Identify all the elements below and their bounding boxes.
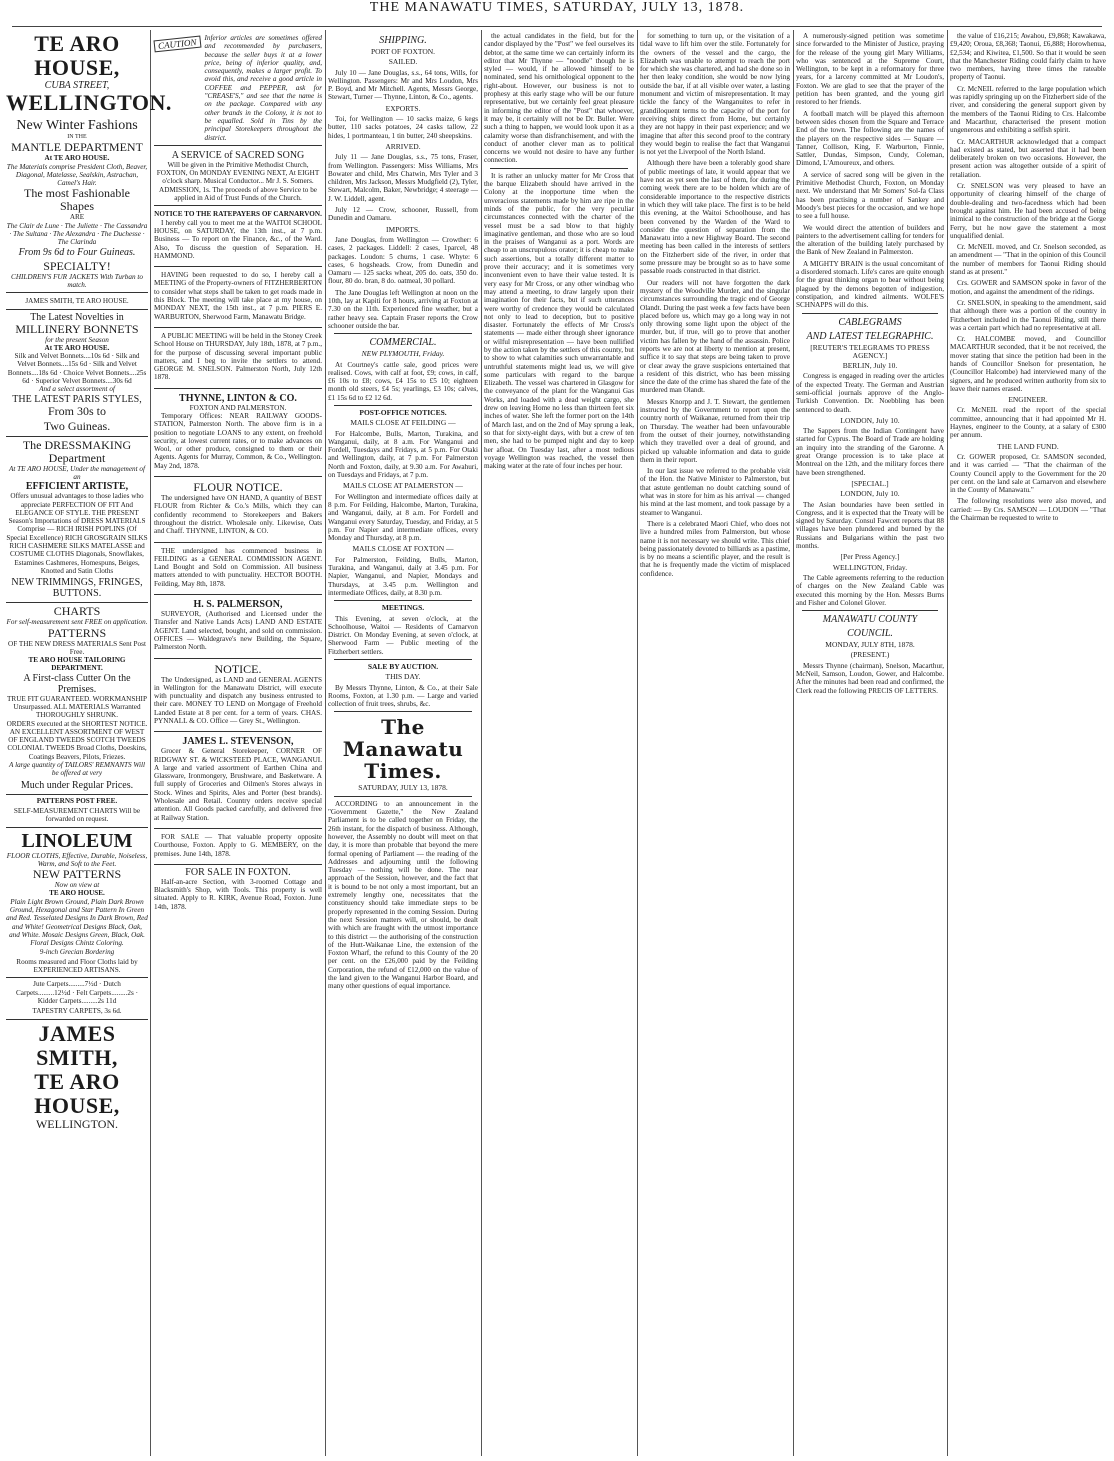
news-paragraph: In our last issue we referred to the probable visit of the Hon. the Native Minister to Palmerston, but that astute gentleman no doubt catching sound of what was in store for him as his arrival — changed his mind at the last moment, and took passage by a steamer to Wanganui. [640, 467, 790, 517]
commission-agent: THE undersigned has commenced business in FEILDING as a GENERAL COMMISSION AGENT. Land Bought and Sold on Commission. All business matters attended to with punctuality. HECTOR BOOTH. Feilding, May 8th, 1878. [154, 546, 322, 588]
materials: The Materials comprise President Cloth, Beaver, Diagonal, Matelasse, Sealskin, Astrachan, Camel's Hair. [6, 162, 148, 188]
orders: ORDERS executed at the SHORTEST NOTICE. [6, 719, 148, 728]
footer-wellington: WELLINGTON. [35, 1116, 119, 1131]
arrived-heading: ARRIVED. [385, 141, 421, 151]
port-heading: PORT OF FOXTON. [370, 47, 436, 56]
caution-text: Inferior articles are sometimes offered and recommended by purchasers, because the seller buys it at a lower price, being of inferior quality, and, consequently, makes a larger profit. To avoid this, and receive a good article in COFFEE and PEPPER, ask for "CREASE'S," and see that the name is on the package. Compared with any other brands in the Colony, it is not to be equalled. Sold in Tins by the principal Storekeepers throughout the district. [204, 34, 322, 142]
children-jackets: CHILDREN'S FUR JACKETS With Turban to match. [11, 272, 143, 289]
section-rule [334, 796, 472, 797]
editorial-paragraph: the actual candidates in the field, but for the candor displayed by the "Post" we feel ourselves its debtor, at the same time we can certainly inform its editor that Mr Thynne — "noodle" though he is styled — would, if he allowed himself to be nominated, send his ornithological opponent to the right-about. However, our business is not to prophesy at this early stage who will be our future representative, but we certainly feel great pleasure in informing the editor of the "Post" that whoever, it may be, it certainly will not be Dr. Buller. Were such a thing to happen, we would look upon it as a calamity worse than disfranchisement, and with the conduct of another clever man as to political concerns we would not desire to have any further connection. [484, 32, 634, 165]
council-paragraph: Cr. GOWER proposed, Cr. SAMSON seconded, and it was carried — "That the chairman of the County Council apply to the Government for the 20 per cent. on the land sale at Carnarvon and elsewhere in the County of Manawatu." [950, 452, 1106, 495]
two-guineas: Two Guineas. [6, 418, 148, 437]
tapestry-carpets: TAPESTRY CARPETS, 3s 6d. [6, 1005, 148, 1019]
on-view: Now on view at [54, 881, 100, 890]
ratepayers-title: NOTICE TO THE RATEPAYERS OF CARNARVON. [154, 210, 322, 219]
news-paragraph: A MIGHTY BRAIN is the usual concomitant of a disordered stomach. Life's cares are quite enough for the great thinking organ to bear without being plagued by the demons begotten of indigestion, constipation, and kindred ailments. WOLFE'S SCHNAPPS will do this. [796, 259, 944, 310]
post-foxton: MAILS CLOSE AT FOXTON — [352, 544, 454, 554]
self-measurement: SELF-MEASUREMENT CHARTS Will be forwarded on request. [6, 805, 148, 828]
lino-designs: Plain Light Brown Ground, Plain Dark Brown Ground, Hexagonal and Star Pattern In Green and Red. Tesselated Designs In Dark Brown, Red and White! Geometrical Designs Black, Oak, and White. Mosaic Designs Green, Black, Oak. Floral Designs Chintz Coloring. [6, 897, 148, 948]
sailed-body: July 10 — Jane Douglas, s.s., 64 tons, Wills, for Wellington. Passengers: Mr and Mrs Loudon, Mrs P. Boyd, and Mr Mitchell. Agents, Messrs George, Stewart, Turner — Thynne, Linton, & Co., agents. [328, 68, 478, 102]
news-paragraph: A service of sacred song will be given in the Primitive Methodist Church, Foxton, on Monday next. We understand that Mr Somers' Sol-fa Class has been practising a number of Sankey and Moody's best pieces for the occasion, and we hope to see a full house. [796, 170, 944, 221]
meetings-body: This Evening, at seven o'clock, at the Schoolhouse, Waitoi — Residents of Carnarvon District. On Monday Evening, at seven o'clock, at Sherwood Farm — Public meeting of the Fitzherbert settlers. [328, 614, 478, 656]
auction-heading: SALE BY AUCTION. [367, 662, 439, 671]
news-paragraph: for something to turn up, or the visitation of a tidal wave to lift him over the stile. Fortunately for the owners of the vessel and the cargo, the Elizabeth was unable to attempt to reach the port for which she was chartered, and had she done so in her then leaky condition, she would be now lying outside the bar, if at all visible over water, a lasting monument and victim of misrepresentation. It may tickle the fancy of the Wanganuites to refer in grandiloquent terms to the capacity of the port for receiving ships direct from Home, but certainly they are not happy in their past experience; and we imagine that after this second proof to the contrary they would begin to realise the fact that Wanganui is not yet the Liverpool of the North Island. [640, 32, 790, 157]
wellington-dateline: WELLINGTON, Friday. [832, 562, 908, 572]
for-sale-foxton-title: FOR SALE IN FOXTON. [185, 866, 291, 878]
for-sale-foxton-body: Half-an-acre Section, with 3-roomed Cottage and Blacksmith's Shop, with Tools. This property is well situated. Apply to R. KIRK, Avenue Road, Foxton. June 14th, 1878. [154, 877, 322, 911]
column-divider [947, 30, 948, 1456]
column-divider [150, 30, 151, 1456]
section-rule [334, 659, 472, 660]
council-paragraph: Cr. McNEIL moved, and Cr. Snelson seconded, as an amendment — "That in the opinion of this Council the number of members for Taonui Riding should stand as at present." [950, 243, 1106, 277]
section-rule [334, 333, 472, 334]
auction-body: By Messrs Thynne, Linton, & Co., at their Sale Rooms, Foxton, at 1.30 p.m. — Large and varied collection of fruit trees, shrubs, &c. [328, 683, 478, 709]
council-paragraph: Cr. SNELSON, in speaking to the amendment, said that although there was a portion of the country in Fitzherbert included in the Taonui Riding, still there was a certain part which had no representative at all. [950, 298, 1106, 332]
exports-heading: EXPORTS. [385, 103, 421, 113]
grecian-bordering: 9-inch Grecian Bordering [39, 947, 115, 956]
council-paragraph: the value of £16,215; Awahou, £9,868; Kawakawa, £9,420; Oroua, £8,368; Taonui, £6,888; Horowhenua, £2,534; and Kiwitea, £1,500. So that it would be seen that the Manchester Riding could fairly claim to have two members, having three times the rateable property of Taonui. [950, 32, 1106, 82]
te-aro-city: WELLINGTON. [6, 90, 172, 115]
notice-body: The Undersigned, as LAND and GENERAL AGENTS in Wellington for the Manawatu District, will execute with punctuality and dispatch any business entrusted to their care. MONEY TO LEND on Mortgage of Freehold Landed Estate at 8 per cent. for a term of years. CHAS. PYNNALL & CO. Office — Grey St., Wellington. [154, 675, 322, 725]
news-paragraph: A numerously-signed petition was sometime since forwarded to the Minister of Justice, praying for the release of the young girl Mary Williams, who was sentenced at the Supreme Court, Wellington, to be kept in a reformatory for three years, for a larceny committed at Mr Loudon's, Foxton. We are glad to see that the prayer of the petition has been granted, and the young girl restored to her friends. [796, 32, 944, 107]
london-dateline: LONDON, July 10. [840, 415, 900, 425]
column-3-shipping-editorial [328, 32, 478, 1454]
tweeds-assortment: AN EXCELLENT ASSORTMENT OF WEST OF ENGLAND TWEEDS SCOTCH TWEEDS COLONIAL TWEEDS Broad Cloths, Doeskins, Coatings Beavers, Pilots, Friezes. [7, 727, 147, 761]
from-price: From 30s to [47, 403, 106, 418]
public-meeting: A PUBLIC MEETING will be held in the Stoney Creek School House on THURSDAY, July 18th, 1878, at 7 p.m., for the purpose of discussing several important public matters, and I beg to invite the settlers to attend. GEORGE M. SNELSON. Palmerston North, July 12th 1878. [154, 331, 322, 382]
fashionable-shapes: The most Fashionable Shapes [24, 186, 130, 214]
te-aro-name: TE ARO HOUSE, [34, 31, 120, 80]
meetings-heading: MEETINGS. [381, 603, 425, 613]
tailoring-body: TRUE FIT GUARANTEED. WORKMANSHIP Unsurpassed. ALL MATERIALS Warranted THOROUGHLY SHRUNK. [7, 694, 147, 720]
london-dateline-2: LONDON, July 10. [840, 489, 900, 499]
masthead [0, 0, 1114, 26]
footer-james-smith: JAMES SMITH, [36, 1020, 118, 1070]
thynne-body: Temporary Offices: NEAR RAILWAY GOODS-STATION, Palmerston North. The above firm is in a position to negotiate LOANS to any extent, on freehold security, at lowest current rates, or to make advances on Wool, or other produce, consigned to them or their Agents. Agents for Murray, Common, & Co., Wellington. May 2nd, 1878. [154, 411, 322, 470]
linoleum-title: LINOLEUM [21, 829, 133, 852]
news-paragraph: Our readers will not have forgotten the dark mystery of the Woodville Murder, and the singular circumstances surrounding the tragic end of George Olandt. During the past week a few facts have been placed before us, which may go a long way in not only throwing some light upon the object of the murder, but, if true, will go to prove that another victim has fallen by the hand of the assassin. Police reports we are not at liberty to mention at present, suffice it to say that steps are being taken to prove or clear away the grave suspicions entertained that a resident of this district, who has been missing since the date of the crime has shared the fate of the murdered man Olandt. [640, 278, 790, 395]
linoleum-sub: FLOOR CLOTHS, Effective, Durable, Noiseless, Warm, and Soft to the Feet. [6, 851, 148, 868]
auction-sub: THIS DAY. [385, 672, 421, 682]
council-paragraph: Cr. MACARTHUR acknowledged that a compact had existed as stated, but asserted that it had been deliberately broken on two occasions. However, the present action was altogether outside of a spirit of retaliation. [950, 137, 1106, 179]
column-divider [793, 30, 794, 1456]
column-4-editorial [484, 32, 634, 1454]
cable-paragraph: The Sappers from the Indian Contingent have started for Cyprus. The Board of Trade are holding an inquiry into the stranding of the Garonne. A great Orange procession is to take place at Montreal on the 12th, and the military forces there have been strengthened. [796, 427, 944, 477]
thynne-sub: FOXTON AND PALMERSTON. [189, 403, 287, 412]
section-rule [802, 610, 938, 611]
ratepayers-body: I hereby call you to meet me at the WAITOI SCHOOL HOUSE, on SATURDAY, the 13th inst., at 7 p.m. Business — To report on the Finance, &c., of the Ward. Also, To discuss the question of Separation. H. HAMMOND. [154, 218, 322, 260]
cutter: A First-class Cutter On the Premises. [23, 672, 131, 695]
lino-at: TE ARO HOUSE. [49, 889, 105, 898]
council-paragraph: The following resolutions were also moved, and carried: — By Crs. SAMSON — LOUDON — "That the Chairman be requested to write to [950, 497, 1106, 523]
patterns-title: PATTERNS [47, 625, 107, 640]
column-7-council [950, 32, 1106, 1454]
new-patterns: NEW PATTERNS [32, 867, 122, 882]
reuters-sub: [REUTER'S TELEGRAMS TO PRESS AGENCY.] [810, 342, 930, 360]
section-rule [802, 313, 938, 314]
tailoring: TE ARO HOUSE TAILORING DEPARTMENT. [28, 656, 126, 673]
land-fund-heading: THE LAND FUND. [997, 441, 1059, 451]
palmerson-title: H. S. PALMERSON, [193, 599, 283, 611]
news-paragraph: We would direct the attention of builders and painters to the advertisement calling for tenders for the alteration of the building lately purchased by the Bank of New Zealand in Palmerston. [796, 223, 944, 257]
commercial-body: At Courtney's cattle sale, good prices were realised. Cows, with calf at foot, £9; cows, in calf, £6 10s to £8; cows, £4 15s to £5 10; eighteen month old steers, £4 5s; yearlings, £3 10s; calves, £1 15s 6d to £2 12 6d. [328, 360, 478, 402]
stevenson-title: JAMES L. STEVENSON, [182, 736, 294, 748]
news-paragraph: Although there have been a tolerably good share of public meetings of late, it would appear that we have not as yet seen the last of them, for during the coming week there are to be holden which are of considerable importance to the respective districts in which they will take place. The first is to be held this evening, at the Waitoi Schoolhouse, and has been convened by the Warden of the Ward to consider the question of separation from the Manawatu into a new Highway Board. The second meeting has been called in the interests of settlers on the Fitzherbert side of the river, in order that some pressure may be brought so as to have some passable roads constructed in that district. [640, 159, 790, 276]
section-rule [334, 711, 472, 712]
millinery-at: At TE ARO HOUSE. [44, 343, 110, 352]
millinery-bonnets: MILLINERY BONNETS [15, 321, 139, 336]
sacred-song-title: A SERVICE of SACRED SONG [171, 149, 305, 161]
footer-te-aro: TE ARO HOUSE, [34, 1068, 120, 1118]
imports-body: Jane Douglas, from Wellington — Crowther: 6 cases, 2 packages. Liddell: 2 cases, 1parcel, 48 packages. Loudon: 5 churns, 1 case. Whyte: 6 cases, 6 hogsheads. Crow, from Dunedin and Oamaru — 125 sacks wheat, 205 do. oats, 350 do. flour, 80 do. bran, 8 do. oatmeal, 30 pollard. [328, 235, 478, 286]
for-sale-courthouse: FOR SALE — That valuable property opposite Courthouse, Foxton. Apply to G. MEMBERY, on the premises. June 14th, 1878. [154, 832, 322, 858]
season: for the present Season [45, 335, 109, 344]
bonnet-prices: Silk and Velvet Bonnets....10s 6d · Silk and Velvet Bonnets....15s 6d · Silk and Velvet Bonnets....18s 6d · Choice Velvet Bonnets....25s 6d · Superior Velvet Bonnets....30s 6d [7, 352, 147, 386]
masthead-rule [12, 26, 1102, 27]
mantle-at: At TE ARO HOUSE. [44, 154, 110, 163]
paris-styles: THE LATEST PARIS STYLES, [12, 393, 142, 405]
post-office-heading: POST-OFFICE NOTICES. [359, 407, 447, 417]
specialty: SPECIALTY! [43, 258, 111, 273]
column-divider [637, 30, 638, 1456]
cable-paragraph: The Cable agreements referring to the reduction of charges on the New Zealand Cable was executed this morning by the Hon. Messrs Burns and Fisher and Colonel Glover. [796, 573, 944, 607]
mantle-department: MANTLE DEPARTMENT [11, 140, 143, 155]
county-paragraph: Messrs Thynne (chairman), Snelson, Macarthur, McNeil, Samson, Loudon, Gower, and Halcombe. After the minutes had been read and confirmed, the Clerk read the following PRECIS OF LETTERS. [796, 661, 944, 695]
column-1-te-aro-ads [6, 31, 172, 1454]
post-foxton-body: For Palmerston, Feilding, Bulls, Marton, Turakina, and Wanganui, daily at 3.45 p.m. For Napier, Wanganui, and Napier, Mondays and Thursdays, at 3.45 p.m. Wellington and intermediate Offices, daily, at 8.30 p.m. [328, 555, 478, 597]
shapes-list: The Clair de Lune · The Juliette · The Cassandra · The Sultana · The Alexandra · The Duchesse · The Clarinda [6, 221, 148, 247]
caution-label: CAUTION [153, 36, 201, 53]
column-5-local-news [640, 32, 790, 1454]
cablegrams-heading: CABLEGRAMS [838, 316, 902, 328]
column-divider [325, 30, 326, 1456]
section-rule [334, 600, 472, 601]
charts-title: CHARTS [53, 604, 101, 619]
dressmaking-body: Offers unusual advantages to those ladies who appreciate PERFECTION OF FIT And ELEGANCE OF STYLE. THE PRESENT Season's Importations of DRESS MATERIALS Comprise — RICH IRISH POPLINS (Of Special Excellence) RICH GROSGRAIN SILKS RICH CASHMERE SILKS MATELASSE and COSTUME CLOTHS Diagonals, Snowflakes, Estamines Cashmeres, Homespuns, Beiges, Knotted and Satin Cloths [6, 492, 148, 575]
dressmaking-title: The DRESSMAKING Department [22, 437, 132, 465]
flour-title: FLOUR NOTICE. [193, 480, 283, 495]
exports-body: Toi, for Wellington — 10 sacks maize, 6 kegs butter, 110 sacks potatoes, 24 casks tallow, 22 hides, 1 portmanteau, 1 tin butter, 240 sheepskins. [328, 115, 478, 140]
engineer-heading: ENGINEER. [1008, 395, 1048, 405]
select-assortment: And a select assortment of [39, 385, 115, 394]
sailed-heading: SAILED. [388, 57, 418, 67]
column-2-notices [154, 32, 322, 1454]
stevenson-body: Grocer & General Storekeeper, CORNER OF RIDGWAY ST. & WICKSTEED PLACE, WANGANUI. A large and varied assortment of Earthen China and Glassware, Ironmongery, Brushware, and Basketware. A full supply of Groceries and Oilmen's Stores always in Stock. Wines and Spirits, Ales and Porter (best brands). Wholesale and Retail. Country orders receive special attention. All Goods packed carefully, and delivered free at Railway Station. [154, 747, 322, 822]
post-free: PATTERNS POST FREE. [36, 796, 118, 805]
newspaper-banner: The Manawatu Times. [342, 715, 464, 784]
flour-body: The undersigned have ON HAND, A quantity of BEST FLOUR from Richter & Co.'s Mills, which they can confidently recommend to Storekeepers and Bakers throughout the district. Wholesale only. Likewise, Oats and Chaff. THYNNE, LINTON, & CO. [154, 494, 322, 536]
rooms-measured: Rooms measured and Floor Cloths laid by EXPERIENCED ARTISANS. [6, 956, 148, 979]
post-palmerston-body: For Wellington and intermediate offices daily at 8 p.m. For Feilding, Halcombe, Marton, Turakina, and Wanganui, daily, at 8 a.m. For Fordell and Wanganui every Saturday, Tuesday, and Friday, at 5 p.m. For Napier and intermediate offices, every Monday and Thursday, at 8 p.m. [328, 492, 478, 543]
commercial-heading: COMMERCIAL. [369, 337, 437, 349]
post-feilding: MAILS CLOSE AT FEILDING — [350, 418, 456, 428]
arrived-body: July 11 — Jane Douglas, s.s., 75 tons, Fraser, from Wellington. Passengers: Miss Williams, Mrs Bowater and child, Mrs Chatwin, Mrs Tyler and 3 children, Mrs Jackson, Messrs Mudgfield (2), Tyler, Stewart, Malcolm, Baker, Newbridge; 4 steerage — J. W. Liddell, agent. [328, 153, 478, 203]
council-paragraph: Cr. SNELSON was very pleased to have an opportunity of clearing himself of the charge of double-dealing and two-facedness which had been brought against him. He had been accused of being inimical to the construction of the bridge at the Gorge Ferry, but he now gave the statement a most unqualified denial. [950, 182, 1106, 240]
cable-paragraph: The Asian boundaries have been settled in Congress, and it is expected that the Treaty will be signed by Saturday. Consul Fawcett reports that 88 villages have been plundered and burned by the Russians and Bulgarians within the past two months. [796, 500, 944, 551]
news-paragraph: A football match will be played this afternoon between sides chosen from the Square and Terrace End of the town. The following are the names of the players on the respective sides — Square — Tanner, Collison, King, F. Warburton, Finnie, Sattler, Dundas, Simpson, Cundy, Coleman, Dimond, L'Amoureux, and others. [796, 109, 944, 168]
shipping-heading: SHIPPING. [379, 35, 427, 46]
imports-body-2: The Jane Douglas left Wellington at noon on the 10th, lay at Kapiti for 8 hours, arriving at Foxton at 7.30 on the 11th. Experienced fine weather, but a rather heavy sea. Captain Fraser reports the Crow schooner outside the bar. [328, 288, 478, 330]
patterns-sub: OF THE NEW DRESS MATERIALS Sent Post Free. [8, 639, 146, 656]
council-paragraph: Cr. McNEIL read the report of the special committee, announcing that it had appointed Mr H. Haynes, engineer to the County, at a salary of £300 per annum. [950, 406, 1106, 440]
cable-paragraph: Congress is engaged in reading over the articles of the expected Treaty. The German and Austrian semi-official journals approve of the Anglo-Turkish Convention. Dr. Noebbling has been sentenced to death. [796, 372, 944, 414]
charts-sub: For self-measurement sent FREE on application. [6, 618, 148, 627]
county-date: MONDAY, JULY 8TH, 1878. [825, 640, 915, 650]
present-sub: (PRESENT.) [850, 650, 890, 660]
sacred-song-body: Will be given in the Primitive Methodist Church, FOXTON, On MONDAY EVENING NEXT, At EIGHT o'clock sharp. Musical Conductor... Mr J. S. Somers. ADMISSION, 1s. The proceeds of above Service to be applied in Aid of Trust Funds of the Church. [156, 160, 320, 203]
signature: JAMES SMITH, TE ARO HOUSE. [6, 295, 148, 309]
much-under: Much under Regular Prices. [6, 778, 148, 795]
issue-date: SATURDAY, JULY 13, 1878. [358, 783, 448, 793]
carpet-prices: Jute Carpets.........7½d · Dutch Carpets.........12½d · Felt Carpets.........2s · Kidder Carpets.........2s 11d [16, 980, 138, 1005]
masthead-title: THE MANAWATU TIMES, SATURDAY, JULY 13, 1878. [369, 0, 745, 15]
column-6-news-cables [796, 32, 944, 1454]
imports-heading: IMPORTS. [386, 224, 420, 234]
new-trimmings: NEW TRIMMINGS, FRINGES, BUTTONS. [6, 575, 148, 603]
shapes-are: ARE [69, 213, 85, 222]
palmerson-body: SURVEYOR, (Authorised and Licensed under the Transfer and Native Lands Acts) LAND AND ESTATE AGENT. Land selected, bought, and sold on commission. OFFICES — Waldegrave's new Building, the Square, Palmerston North. [154, 610, 322, 652]
fitzherbert-meeting: HAVING been requested to do so, I hereby call a MEETING of the Property-owners of FITZHERBERTON to consider what steps shall be taken to get roads made in this Block. The meeting will take place at my house, on MONDAY NEXT, the 15th inst., at 7 p.m. PIERS E. WARBURTON, Sherwood Farm, Manawatu Bridge. [154, 271, 322, 321]
council-paragraph: Cr. HALCOMBE moved, and Councillor MACARTHUR seconded, that it be not received, the mover stating that since the petition had been in the hands of Councillor Snelson for presentation, he (Councillor Halcombe) had interviewed many of the signers, and he produced written authority from six to leave their names erased. [950, 335, 1106, 393]
efficient-artiste: EFFICIENT ARTISTE, [25, 481, 129, 493]
thynne-title: THYNNE, LINTON & CO. [179, 392, 297, 404]
county-heading: MANAWATU COUNTY [822, 614, 918, 626]
post-feilding-body: For Halcombe, Bulls, Marton, Turakina, and Wanganui, daily, at 8 a.m. For Wanganui and Fordell, Tuesdays and Fridays, at 5 p.m. For Otaki and Wellington, daily, at 7 p.m. For Palmerston North and Foxton, daily, at 9.30 a.m. For Awahuri, on Tuesdays and Fridays, at 7 p.m. [328, 429, 478, 480]
in-the: IN THE [67, 134, 87, 140]
notice-title: NOTICE. [214, 661, 262, 676]
editorial-paragraph: It is rather an unlucky matter for Mr Cross that the barque Elizabeth should have arrived in the Colony at the inopportune time when the unveracious statements made by him are ripe in the minds of the public, for the very peculiar circumstances connected with the charter of the vessel must be a sad blow to that highly imaginative gentleman, and those who are so loud in the praises of Wanganui as a port. Words are cheap to an unscrupulous orator; it is cheap to make such assertions, but a totally different matter to prove their accuracy; and it is sometimes very inconvenient even to have their value tested. It is very easy for Mr Cross, or any other windbag who may attend a meeting, to draw largely upon their imagination for their facts, but if such utterances were worthy of credence they would be calculated not only to lead to deception, but to positive disaster. Fortunately the effects of Mr Cross's statements — made either through sheer ignorance or wilful misrepresentation — have been nullified by the action taken by the settlers of this county, but to show to what calamities such unwarrantable and untruthful statements might lead us, we will give some particulars with regard to the barque Elizabeth. The vessel was chartered in Glasgow for the conveyance of the plant for the Wanganui Gas Works, and loaded with a dead weight cargo, she drew on leaving Home no less than thirteen feet six inches of water. She left the former port on the 14th of March last, and on the 2nd of May sprung a leak, so that for sixty-eight days, with but a crew of ten men, she had to be pumped night and day to keep her afloat. On Tuesday last, after a most tedious voyage Wellington was reached, the vessel then making water at the rate of four inches per hour. [484, 171, 634, 471]
column-divider [481, 30, 482, 1456]
dressmaking-intro: At TE ARO HOUSE, Under the management of an [8, 464, 145, 481]
arrived-body-2: July 12 — Crow, schooner, Russell, from Dunedin and Oamaru. [328, 206, 478, 223]
post-palmerston: MAILS CLOSE AT PALMERSTON — [343, 481, 463, 491]
te-aro-street: CUBA STREET, [44, 80, 110, 91]
price-range: From 9s 6d to Four Guineas. [18, 246, 136, 258]
commercial-place: NEW PLYMOUTH, Friday. [361, 349, 445, 359]
telegraphic-heading: AND LATEST TELEGRAPHIC. [806, 330, 934, 342]
press-agency-sub: [Per Press Agency.] [840, 552, 900, 562]
council-paragraph: Crs. GOWER and SAMSON spoke in favor of the motion, and against the amendment of the ridings. [950, 279, 1106, 296]
news-paragraph: There is a celebrated Maori Chief, who does not live a hundred miles from Palmerston, but whose name it is not necessary we should write. This chief being passionately devoted to billiards as a pastime, is by no means a scientific player, and the result is that he is frequently made the victim of misplaced confidence. [640, 519, 790, 578]
berlin-dateline: BERLIN, July 10. [842, 361, 898, 371]
council-heading: COUNCIL. [847, 628, 893, 640]
section-rule [490, 168, 628, 169]
council-paragraph: Cr. McNEIL referred to the large population which was rapidly springing up on the Fitzherbert side of the river, and considering the general support given by the members of the Taonui Riding to Crs. Halcombe and Macarthur, characterised the present motion ungenerous and exhibiting a selfish spirit. [950, 84, 1106, 135]
section-rule [334, 405, 472, 406]
remnants: A large quantity of TAILORS' REMNANTS Will be offered at very [9, 761, 145, 778]
winter-fashions: New Winter Fashions [16, 118, 138, 133]
news-paragraph: Messrs Knorpp and J. T. Stewart, the gentlemen instructed by the Government to report upon the country north of Waikanae, returned from their trip on Thursday. The weather had been unfavourable from the outset of their journey, notwithstanding which they travelled over a deal of ground, and picked up valuable information and data to guide them in their report. [640, 397, 790, 464]
leading-article: ACCORDING to an announcement in the "Government Gazette," the New Zealand Parliament is to be called together on Friday, the 26th instant, for the dispatch of business. Although, however, the Assembly no doubt will meet on that day, it is more than probable that beyond the mere formal opening of Parliament — the reading of the Addresses and adjourning until the following Tuesday — nothing will be done. The near approach of the Session, however, and the fact that it is bound to be not only a most important, but an extremely lengthy one, necessitates that the constituency should take immediate steps to be properly represented in the coming Session. During the next Session matters will, or should, be dealt with which are fraught with the utmost importance to this district — the authorising of the construction of the Hutt-Waikanae Line, the extension of the Foxton Wharf, the refund to this County of the 20 per cent. on the £26,000 paid by the Feilding Corporation, the refund of £12,000 on the value of the land given to the Wanganui Harbor Board, and many other questions of equal importance. [328, 799, 478, 991]
special-sub: [SPECIAL.] [851, 478, 889, 488]
latest-novelties: The Latest Novelties in [30, 311, 124, 323]
